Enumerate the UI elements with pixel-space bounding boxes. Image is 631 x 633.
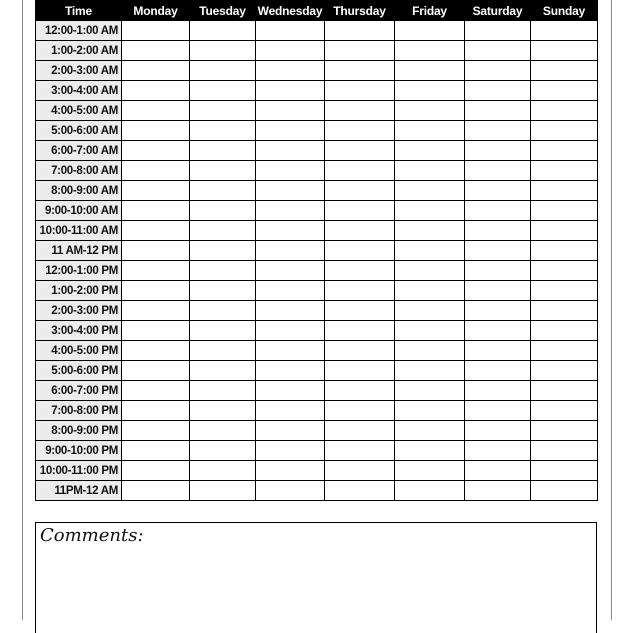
- schedule-cell[interactable]: [465, 321, 531, 341]
- time-slot-label: 6:00-7:00 PM: [36, 381, 122, 401]
- header-day: Tuesday: [190, 1, 256, 21]
- schedule-cell[interactable]: [465, 101, 531, 121]
- schedule-cell[interactable]: [325, 161, 395, 181]
- schedule-cell[interactable]: [325, 141, 395, 161]
- schedule-cell[interactable]: [531, 41, 598, 61]
- schedule-cell[interactable]: [256, 101, 325, 121]
- schedule-cell[interactable]: [256, 181, 325, 201]
- schedule-cell[interactable]: [325, 21, 395, 41]
- schedule-cell[interactable]: [531, 221, 598, 241]
- table-row: [36, 161, 598, 181]
- schedule-cell[interactable]: [256, 381, 325, 401]
- schedule-cell[interactable]: [531, 121, 598, 141]
- schedule-cell[interactable]: [190, 221, 256, 241]
- schedule-cell[interactable]: [531, 241, 598, 261]
- schedule-cell[interactable]: [122, 461, 190, 481]
- page-frame-left: [22, 0, 23, 620]
- schedule-cell[interactable]: [256, 261, 325, 281]
- schedule-cell[interactable]: [122, 121, 190, 141]
- schedule-cell[interactable]: [395, 201, 465, 221]
- schedule-cell[interactable]: [465, 161, 531, 181]
- table-row: [36, 281, 598, 301]
- header-day: Monday: [122, 1, 190, 21]
- schedule-cell[interactable]: [325, 181, 395, 201]
- schedule-cell[interactable]: [531, 181, 598, 201]
- schedule-cell[interactable]: [256, 481, 325, 501]
- time-slot-label: 1:00-2:00 PM: [36, 281, 122, 301]
- schedule-cell[interactable]: [256, 61, 325, 81]
- header-day: Sunday: [531, 1, 598, 21]
- schedule-cell[interactable]: [256, 81, 325, 101]
- schedule-cell[interactable]: [465, 41, 531, 61]
- schedule-cell[interactable]: [325, 241, 395, 261]
- schedule-cell[interactable]: [465, 381, 531, 401]
- time-slot-label: 10:00-11:00 AM: [36, 221, 122, 241]
- time-slot-label: 3:00-4:00 PM: [36, 321, 122, 341]
- schedule-cell[interactable]: [531, 201, 598, 221]
- schedule-cell[interactable]: [395, 161, 465, 181]
- table-row: [36, 41, 598, 61]
- schedule-body: [36, 21, 598, 501]
- schedule-cell[interactable]: [256, 241, 325, 261]
- schedule-cell[interactable]: [325, 301, 395, 321]
- schedule-cell[interactable]: [190, 261, 256, 281]
- table-row: [36, 481, 598, 501]
- schedule-cell[interactable]: [395, 141, 465, 161]
- schedule-cell[interactable]: [465, 81, 531, 101]
- table-row: [36, 101, 598, 121]
- schedule-cell[interactable]: [122, 81, 190, 101]
- schedule-cell[interactable]: [256, 321, 325, 341]
- table-row: [36, 341, 598, 361]
- schedule-cell[interactable]: [190, 481, 256, 501]
- time-slot-label: 2:00-3:00 PM: [36, 301, 122, 321]
- schedule-cell[interactable]: [395, 61, 465, 81]
- table-row: [36, 81, 598, 101]
- schedule-cell[interactable]: [531, 321, 598, 341]
- schedule-cell[interactable]: [122, 261, 190, 281]
- header-day: Saturday: [465, 1, 531, 21]
- schedule-cell[interactable]: [531, 481, 598, 501]
- table-row: [36, 201, 598, 221]
- time-slot-label: 8:00-9:00 AM: [36, 181, 122, 201]
- table-row: [36, 261, 598, 281]
- schedule-cell[interactable]: [531, 281, 598, 301]
- schedule-cell[interactable]: [395, 401, 465, 421]
- time-slot-label: 11PM-12 AM: [36, 481, 122, 501]
- table-row: [36, 401, 598, 421]
- schedule-cell[interactable]: [122, 441, 190, 461]
- schedule-cell[interactable]: [395, 101, 465, 121]
- schedule-cell[interactable]: [122, 41, 190, 61]
- time-slot-label: 5:00-6:00 AM: [36, 121, 122, 141]
- schedule-cell[interactable]: [122, 301, 190, 321]
- schedule-cell[interactable]: [190, 401, 256, 421]
- schedule-cell[interactable]: [190, 421, 256, 441]
- schedule-cell[interactable]: [122, 181, 190, 201]
- header-row: [36, 1, 598, 21]
- schedule-cell[interactable]: [395, 81, 465, 101]
- schedule-cell[interactable]: [190, 361, 256, 381]
- schedule-cell[interactable]: [395, 281, 465, 301]
- schedule-cell[interactable]: [531, 101, 598, 121]
- time-slot-label: 6:00-7:00 AM: [36, 141, 122, 161]
- schedule-cell[interactable]: [190, 321, 256, 341]
- schedule-cell[interactable]: [256, 121, 325, 141]
- schedule-cell[interactable]: [465, 281, 531, 301]
- schedule-cell[interactable]: [531, 301, 598, 321]
- schedule-cell[interactable]: [122, 381, 190, 401]
- schedule-cell[interactable]: [325, 221, 395, 241]
- schedule-cell[interactable]: [190, 201, 256, 221]
- schedule-cell[interactable]: [395, 121, 465, 141]
- schedule-cell[interactable]: [325, 461, 395, 481]
- schedule-cell[interactable]: [190, 301, 256, 321]
- schedule-cell[interactable]: [465, 181, 531, 201]
- schedule-cell[interactable]: [465, 21, 531, 41]
- schedule-cell[interactable]: [325, 81, 395, 101]
- table-row: [36, 361, 598, 381]
- schedule-cell[interactable]: [325, 101, 395, 121]
- schedule-cell[interactable]: [531, 421, 598, 441]
- schedule-cell[interactable]: [465, 221, 531, 241]
- header-day: Friday: [395, 1, 465, 21]
- schedule-cell[interactable]: [122, 201, 190, 221]
- schedule-cell[interactable]: [465, 341, 531, 361]
- schedule-cell[interactable]: [256, 141, 325, 161]
- schedule-cell[interactable]: [395, 421, 465, 441]
- schedule-cell[interactable]: [256, 161, 325, 181]
- schedule-cell[interactable]: [325, 61, 395, 81]
- header-time: Time: [36, 1, 122, 21]
- time-slot-label: 4:00-5:00 AM: [36, 101, 122, 121]
- schedule-cell[interactable]: [122, 141, 190, 161]
- schedule-cell[interactable]: [395, 441, 465, 461]
- schedule-table: [35, 0, 598, 501]
- schedule-cell[interactable]: [256, 361, 325, 381]
- schedule-cell[interactable]: [122, 401, 190, 421]
- schedule-cell[interactable]: [256, 401, 325, 421]
- time-slot-label: 4:00-5:00 PM: [36, 341, 122, 361]
- schedule-cell[interactable]: [531, 401, 598, 421]
- schedule-cell[interactable]: [325, 361, 395, 381]
- schedule-cell[interactable]: [395, 381, 465, 401]
- schedule-cell[interactable]: [465, 401, 531, 421]
- schedule-cell[interactable]: [465, 261, 531, 281]
- schedule-cell[interactable]: [190, 81, 256, 101]
- schedule-cell[interactable]: [256, 201, 325, 221]
- schedule-cell[interactable]: [122, 241, 190, 261]
- schedule-cell[interactable]: [325, 321, 395, 341]
- schedule-cell[interactable]: [325, 121, 395, 141]
- table-row: [36, 221, 598, 241]
- schedule-cell[interactable]: [256, 21, 325, 41]
- table-row: [36, 181, 598, 201]
- time-slot-label: 3:00-4:00 AM: [36, 81, 122, 101]
- schedule-cell[interactable]: [122, 321, 190, 341]
- table-row: [36, 61, 598, 81]
- schedule-cell[interactable]: [325, 261, 395, 281]
- schedule-cell[interactable]: [395, 361, 465, 381]
- schedule-cell[interactable]: [325, 341, 395, 361]
- schedule-cell[interactable]: [531, 141, 598, 161]
- time-slot-label: 9:00-10:00 AM: [36, 201, 122, 221]
- schedule-cell[interactable]: [531, 361, 598, 381]
- schedule-cell[interactable]: [395, 41, 465, 61]
- schedule-cell[interactable]: [325, 201, 395, 221]
- schedule-cell[interactable]: [122, 61, 190, 81]
- schedule-cell[interactable]: [190, 101, 256, 121]
- page-frame-right: [611, 0, 612, 620]
- time-slot-label: 12:00-1:00 AM: [36, 21, 122, 41]
- schedule-cell[interactable]: [122, 341, 190, 361]
- schedule-cell[interactable]: [256, 421, 325, 441]
- schedule-cell[interactable]: [395, 261, 465, 281]
- schedule-cell[interactable]: [325, 381, 395, 401]
- schedule-cell[interactable]: [395, 321, 465, 341]
- table-row: [36, 121, 598, 141]
- schedule-cell[interactable]: [122, 221, 190, 241]
- table-row: [36, 241, 598, 261]
- time-slot-label: 12:00-1:00 PM: [36, 261, 122, 281]
- schedule-cell[interactable]: [190, 181, 256, 201]
- schedule-cell[interactable]: [531, 161, 598, 181]
- schedule-cell[interactable]: [190, 381, 256, 401]
- schedule-cell[interactable]: [395, 341, 465, 361]
- schedule-cell[interactable]: [465, 421, 531, 441]
- table-row: [36, 21, 598, 41]
- schedule-cell[interactable]: [256, 461, 325, 481]
- table-row: [36, 441, 598, 461]
- table-row: [36, 321, 598, 341]
- schedule-cell[interactable]: [395, 21, 465, 41]
- table-row: [36, 461, 598, 481]
- schedule-cell[interactable]: [531, 341, 598, 361]
- schedule-cell[interactable]: [465, 301, 531, 321]
- comments-box[interactable]: [35, 522, 597, 633]
- time-slot-label: 7:00-8:00 PM: [36, 401, 122, 421]
- schedule-cell[interactable]: [531, 381, 598, 401]
- schedule-cell[interactable]: [531, 61, 598, 81]
- schedule-cell[interactable]: [256, 41, 325, 61]
- schedule-cell[interactable]: [190, 21, 256, 41]
- schedule-cell[interactable]: [395, 221, 465, 241]
- table-row: [36, 381, 598, 401]
- schedule-cell[interactable]: [122, 481, 190, 501]
- schedule-cell[interactable]: [395, 181, 465, 201]
- time-slot-label: 8:00-9:00 PM: [36, 421, 122, 441]
- schedule-cell[interactable]: [531, 21, 598, 41]
- schedule-cell[interactable]: [190, 461, 256, 481]
- schedule-cell[interactable]: [465, 201, 531, 221]
- schedule-cell[interactable]: [122, 21, 190, 41]
- table-row: [36, 141, 598, 161]
- schedule-cell[interactable]: [395, 481, 465, 501]
- time-slot-label: 1:00-2:00 AM: [36, 41, 122, 61]
- schedule-cell[interactable]: [395, 301, 465, 321]
- schedule-cell[interactable]: [122, 281, 190, 301]
- header-day: Thursday: [325, 1, 395, 21]
- schedule-cell[interactable]: [190, 341, 256, 361]
- comments-label: Comments:: [40, 525, 144, 546]
- schedule-cell[interactable]: [256, 301, 325, 321]
- schedule-cell[interactable]: [325, 441, 395, 461]
- schedule-cell[interactable]: [256, 441, 325, 461]
- schedule-cell[interactable]: [190, 241, 256, 261]
- schedule-cell[interactable]: [190, 121, 256, 141]
- header-day: Wednesday: [256, 1, 325, 21]
- time-slot-label: 9:00-10:00 PM: [36, 441, 122, 461]
- schedule-cell[interactable]: [465, 441, 531, 461]
- time-slot-label: 7:00-8:00 AM: [36, 161, 122, 181]
- schedule-cell[interactable]: [531, 441, 598, 461]
- schedule-cell[interactable]: [190, 441, 256, 461]
- schedule-cell[interactable]: [256, 281, 325, 301]
- schedule-cell[interactable]: [325, 281, 395, 301]
- schedule-cell[interactable]: [531, 261, 598, 281]
- time-slot-label: 5:00-6:00 PM: [36, 361, 122, 381]
- schedule-cell[interactable]: [531, 81, 598, 101]
- schedule-cell[interactable]: [190, 161, 256, 181]
- time-slot-label: 10:00-11:00 PM: [36, 461, 122, 481]
- table-row: [36, 301, 598, 321]
- schedule-cell[interactable]: [465, 481, 531, 501]
- schedule-cell[interactable]: [465, 361, 531, 381]
- schedule-cell[interactable]: [122, 161, 190, 181]
- schedule-cell[interactable]: [190, 61, 256, 81]
- schedule-cell[interactable]: [122, 361, 190, 381]
- schedule-cell[interactable]: [531, 461, 598, 481]
- table-row: [36, 421, 598, 441]
- schedule-cell[interactable]: [465, 61, 531, 81]
- schedule-cell[interactable]: [465, 141, 531, 161]
- schedule-cell[interactable]: [190, 141, 256, 161]
- schedule-cell[interactable]: [256, 341, 325, 361]
- schedule-cell[interactable]: [465, 241, 531, 261]
- schedule-cell[interactable]: [325, 401, 395, 421]
- schedule-cell[interactable]: [465, 121, 531, 141]
- time-slot-label: 2:00-3:00 AM: [36, 61, 122, 81]
- schedule-cell[interactable]: [122, 101, 190, 121]
- schedule-cell[interactable]: [256, 221, 325, 241]
- schedule-cell[interactable]: [325, 41, 395, 61]
- schedule-cell[interactable]: [395, 461, 465, 481]
- schedule-cell[interactable]: [190, 41, 256, 61]
- schedule-cell[interactable]: [325, 421, 395, 441]
- schedule-cell[interactable]: [395, 241, 465, 261]
- time-slot-label: 11 AM-12 PM: [36, 241, 122, 261]
- schedule-cell[interactable]: [465, 461, 531, 481]
- schedule-cell[interactable]: [325, 481, 395, 501]
- weekly-planner: [35, 0, 597, 501]
- schedule-cell[interactable]: [122, 421, 190, 441]
- schedule-cell[interactable]: [190, 281, 256, 301]
